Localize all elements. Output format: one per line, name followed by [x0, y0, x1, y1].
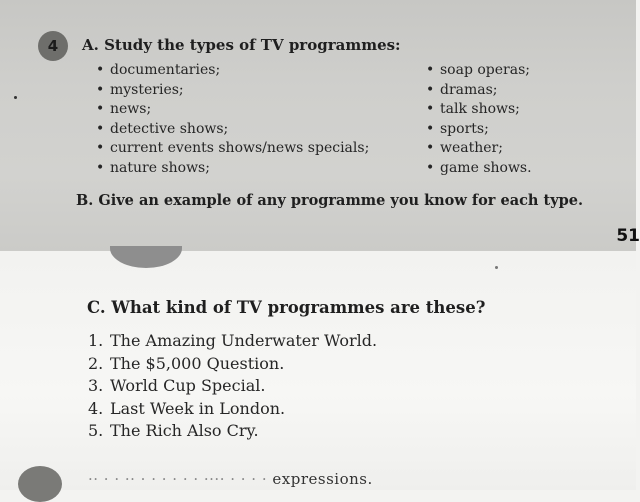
- list-item: • current events shows/news specials;: [96, 139, 369, 159]
- programme-types-right-list: [426, 61, 532, 178]
- list-item: • nature shows;: [96, 159, 369, 179]
- section-a-heading: A. Study the types of TV programmes:: [82, 36, 401, 54]
- list-item: • mysteries;: [96, 81, 369, 101]
- list-item: • detective shows;: [96, 120, 369, 140]
- page-number: 51: [616, 226, 640, 246]
- list-item: 1. The Amazing Underwater World.: [88, 331, 378, 350]
- exercise-number: 4: [47, 37, 59, 55]
- list-item: 2. The $5,000 Question.: [88, 353, 285, 373]
- list-item: 3. World Cup Special.: [88, 376, 266, 395]
- cutoff-fragment: ·· · · ·· · · · · · · ···· · · · ·: [88, 470, 268, 488]
- section-c-heading: C. What kind of TV programmes are these?: [87, 298, 486, 317]
- stray-mark: [495, 266, 498, 269]
- list-item: • weather;: [426, 139, 532, 159]
- section-c-list: [88, 330, 377, 443]
- section-b-heading: B. Give an example of any programme you know for each type.: [76, 192, 584, 209]
- list-item: • dramas;: [426, 81, 532, 101]
- exercise-number-badge: [38, 31, 68, 61]
- list-item: • news;: [96, 100, 369, 120]
- list-item: 4. Last Week in London.: [88, 398, 286, 418]
- programme-types-left-list: [96, 61, 369, 178]
- list-item: • talk shows;: [426, 100, 532, 120]
- list-item: • game shows.: [426, 159, 532, 179]
- list-item: • sports;: [426, 120, 532, 140]
- list-item: 5. The Rich Also Cry.: [88, 421, 259, 440]
- next-exercise-badge: [18, 466, 62, 502]
- stray-mark: [14, 96, 17, 99]
- cutoff-text: expressions.: [272, 470, 373, 488]
- list-item: • documentaries;: [96, 61, 369, 81]
- cutoff-line: [88, 470, 373, 488]
- list-item: • soap operas;: [426, 61, 532, 81]
